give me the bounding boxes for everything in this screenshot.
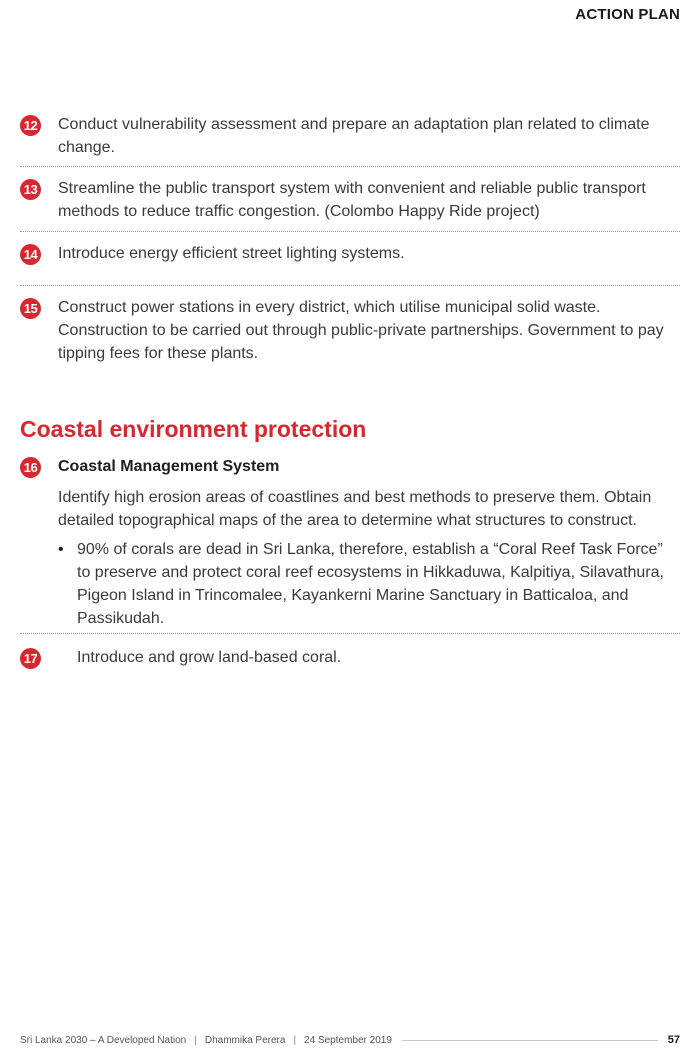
divider (20, 633, 680, 634)
section-title: Coastal environment protection (20, 416, 367, 442)
list-item-13 (20, 177, 680, 223)
divider (20, 231, 680, 232)
footer-date: 24 September 2019 (304, 1034, 392, 1046)
list-item-12 (20, 113, 680, 159)
footer-rule (402, 1040, 658, 1041)
item-text: Construct power stations in every district, which utilise municipal solid waste. Construction to be carried out through public-private partnerships. Government to pay tipping fees for these plants. (58, 299, 664, 362)
item-heading: Coastal Management System (58, 458, 280, 475)
footer-publication: Sri Lanka 2030 – A Developed Nation (20, 1034, 187, 1046)
item-number-badge: 14 (20, 244, 41, 265)
bullet-item (58, 538, 680, 630)
page-footer (20, 1034, 680, 1046)
page-header-title: ACTION PLAN (575, 6, 680, 23)
item-paragraph: Identify high erosion areas of coastlines and best methods to preserve them. Obtain detailed topographical maps of the area to determine what structures to construct. (58, 489, 652, 529)
item-number-badge: 12 (20, 115, 41, 136)
divider (20, 285, 680, 286)
page-number: 57 (667, 1034, 680, 1046)
item-text: Introduce and grow land-based coral. (77, 649, 342, 666)
item-text: Conduct vulnerability assessment and prepare an adaptation plan related to climate change. (58, 116, 650, 156)
list-item-17 (20, 646, 680, 669)
list-item-16 (20, 455, 680, 478)
footer-separator: | (293, 1034, 297, 1046)
bullet-symbol: • (58, 541, 64, 558)
item-number-badge: 15 (20, 298, 41, 319)
footer-author: Dhammika Perera (204, 1034, 286, 1046)
item-number-badge: 17 (20, 648, 41, 669)
item-text: Introduce energy efficient street lighting systems. (58, 245, 405, 262)
item-number-badge: 13 (20, 179, 41, 200)
item-text: Streamline the public transport system with convenient and reliable public transport methods to reduce traffic congestion. (Colombo Happy Ride project) (58, 180, 646, 220)
footer-separator: | (194, 1034, 197, 1046)
bullet-text: 90% of corals are dead in Sri Lanka, therefore, establish a “Coral Reef Task Force” to preserve and protect coral reef ecosystems in Hikkaduwa, Kalpitiya, Silavathura, Pigeon Island in Trincomalee, Kayankerni Marine Sanctuary in Batticaloa, and Passikudah. (77, 541, 664, 627)
list-item-14 (20, 242, 680, 265)
list-item-15 (20, 296, 680, 365)
divider (20, 166, 680, 167)
item-number-badge: 16 (20, 457, 41, 478)
